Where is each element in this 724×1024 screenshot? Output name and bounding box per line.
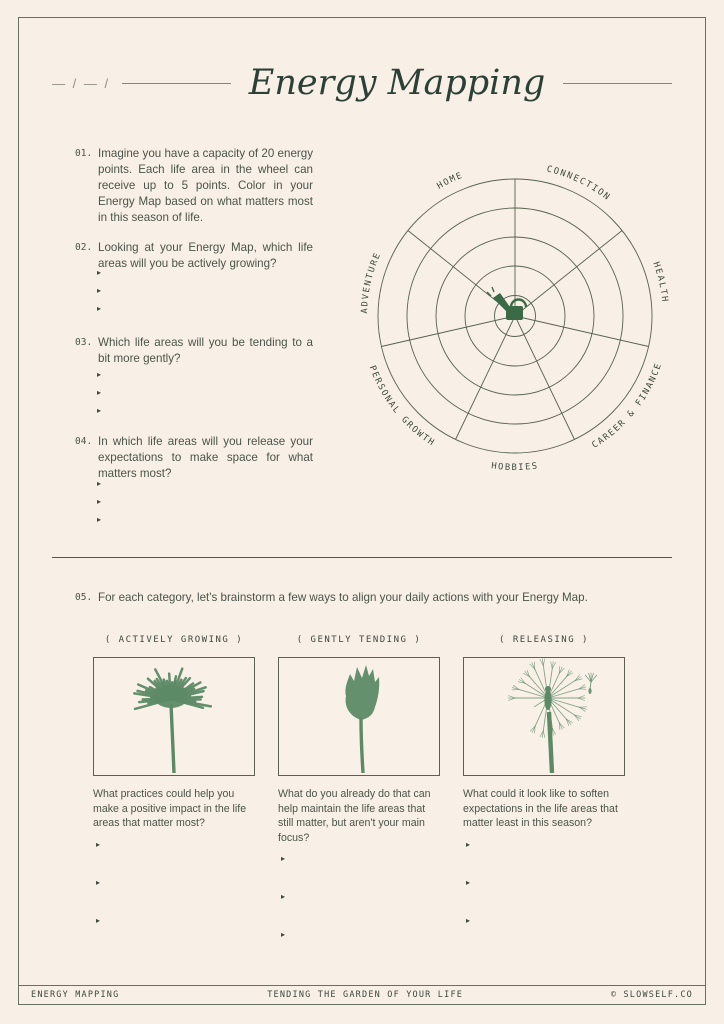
question-number: 03.: [75, 337, 93, 348]
question-number: 02.: [75, 242, 93, 253]
bullet-arrow-icon: ▸: [96, 840, 101, 849]
answer-line[interactable]: [97, 304, 297, 322]
question-number: 04.: [75, 436, 93, 447]
bullet-arrow-icon: ▸: [466, 916, 471, 925]
bullet-arrow-icon: ▸: [281, 892, 286, 901]
answer-line[interactable]: [97, 479, 297, 497]
bullet-arrow-icon: ▸: [281, 930, 286, 939]
question-04: [75, 434, 313, 482]
question-number: 01.: [75, 148, 93, 159]
answer-line[interactable]: [97, 370, 297, 388]
footer-left-label: ENERGY MAPPING: [31, 990, 120, 1000]
answer-line[interactable]: [97, 497, 297, 515]
svg-text:ADVENTURE: [360, 251, 384, 314]
answer-line[interactable]: [463, 840, 625, 878]
energy-wheel-chart[interactable]: [335, 136, 695, 496]
sector-label-connection: CONNECTION: [545, 164, 613, 204]
bullet-arrow-icon: ▸: [97, 286, 102, 295]
column-releasing: [463, 635, 625, 968]
answer-lines-q4: [97, 479, 297, 533]
dandelion-bloom-illustration: [93, 657, 255, 776]
question-text: For each category, let's brainstorm a few ways to align your daily actions with your Energy Map.: [98, 591, 588, 604]
question-text: Imagine you have a capacity of 20 energy points. Each life area in the wheel can receive up to 5 points. Color in your Energy Map based on what matters most in this season of life.: [98, 147, 313, 224]
bullet-arrow-icon: ▸: [97, 479, 102, 488]
question-01: [75, 146, 313, 226]
sector-label-hobbies: HOBBIES: [490, 461, 540, 473]
answer-lines-q3: [97, 370, 297, 424]
section-divider: [52, 557, 672, 558]
answer-line[interactable]: [97, 515, 297, 533]
question-text: Which life areas will you be tending to a bit more gently?: [98, 336, 313, 365]
answer-line[interactable]: [278, 854, 440, 892]
answer-line[interactable]: [97, 406, 297, 424]
header-rule-left: [122, 83, 231, 84]
answer-lines-col3: [463, 840, 625, 954]
svg-text:CAREER & FINANCE: [590, 361, 664, 451]
question-03: [75, 335, 313, 367]
bullet-arrow-icon: ▸: [466, 878, 471, 887]
bullet-arrow-icon: ▸: [97, 515, 102, 524]
answer-line[interactable]: [278, 930, 440, 968]
bullet-arrow-icon: ▸: [97, 388, 102, 397]
answer-line[interactable]: [463, 878, 625, 916]
bullet-arrow-icon: ▸: [281, 854, 286, 863]
answer-line[interactable]: [97, 388, 297, 406]
footer-right-label: © SLOWSELF.CO: [610, 990, 693, 1000]
column-header: ( GENTLY TENDING ): [296, 635, 422, 645]
dandelion-seedhead-illustration: [463, 657, 625, 776]
bullet-arrow-icon: ▸: [96, 878, 101, 887]
bullet-arrow-icon: ▸: [97, 304, 102, 313]
answer-line[interactable]: [463, 916, 625, 954]
answer-line[interactable]: [97, 286, 297, 304]
header-rule-right: [563, 83, 672, 84]
answer-lines-col2: [278, 854, 440, 968]
date-field[interactable]: — / — /: [52, 75, 111, 91]
answer-line[interactable]: [278, 892, 440, 930]
svg-text:CONNECTION: [546, 164, 613, 203]
bullet-arrow-icon: ▸: [466, 840, 471, 849]
dandelion-bud-illustration: [278, 657, 440, 776]
sector-label-home: HOME: [435, 170, 465, 192]
sector-label-career-finance: CAREER & FINANCE: [590, 361, 665, 451]
answer-lines-q2: [97, 268, 297, 322]
svg-text:HOBBIES: [491, 461, 540, 473]
footer: [18, 985, 706, 1004]
bullet-arrow-icon: ▸: [97, 370, 102, 379]
svg-text:HEALTH: [650, 261, 669, 304]
column-prompt: What practices could help you make a positive impact in the life areas that matter most?: [93, 788, 247, 829]
watering-can-icon: [487, 287, 526, 320]
question-text: In which life areas will you release your expectations to make space for what matters most?: [98, 435, 313, 480]
category-columns: [93, 635, 625, 968]
column-actively-growing: [93, 635, 255, 968]
question-number: 05.: [75, 592, 93, 603]
bullet-arrow-icon: ▸: [97, 497, 102, 506]
bullet-arrow-icon: ▸: [96, 916, 101, 925]
column-header: ( RELEASING ): [499, 635, 589, 645]
bullet-arrow-icon: ▸: [97, 406, 102, 415]
answer-lines-col1: [93, 840, 255, 954]
column-prompt: What could it look like to soften expectations in the life areas that matter least in this season?: [463, 788, 618, 829]
answer-line[interactable]: [93, 878, 255, 916]
answer-line[interactable]: [93, 840, 255, 878]
sector-label-adventure: ADVENTURE: [359, 250, 384, 314]
sector-label-health: HEALTH: [650, 260, 670, 304]
question-text: Looking at your Energy Map, which life areas will you be actively growing?: [98, 241, 313, 270]
footer-center-label: TENDING THE GARDEN OF YOUR LIFE: [267, 990, 464, 1000]
bullet-arrow-icon: ▸: [97, 268, 102, 277]
answer-line[interactable]: [93, 916, 255, 954]
header: [52, 60, 672, 106]
question-05: [75, 590, 675, 606]
column-gently-tending: [278, 635, 440, 968]
column-header: ( ACTIVELY GROWING ): [104, 635, 244, 645]
column-prompt: What do you already do that can help maintain the life areas that still matter, but aren't your main focus?: [278, 788, 431, 844]
svg-text:HOME: [436, 171, 465, 192]
answer-line[interactable]: [97, 268, 297, 286]
page-title: Energy Mapping: [248, 63, 546, 103]
sector-label-personal-growth: PERSONAL GROWTH: [366, 364, 437, 449]
